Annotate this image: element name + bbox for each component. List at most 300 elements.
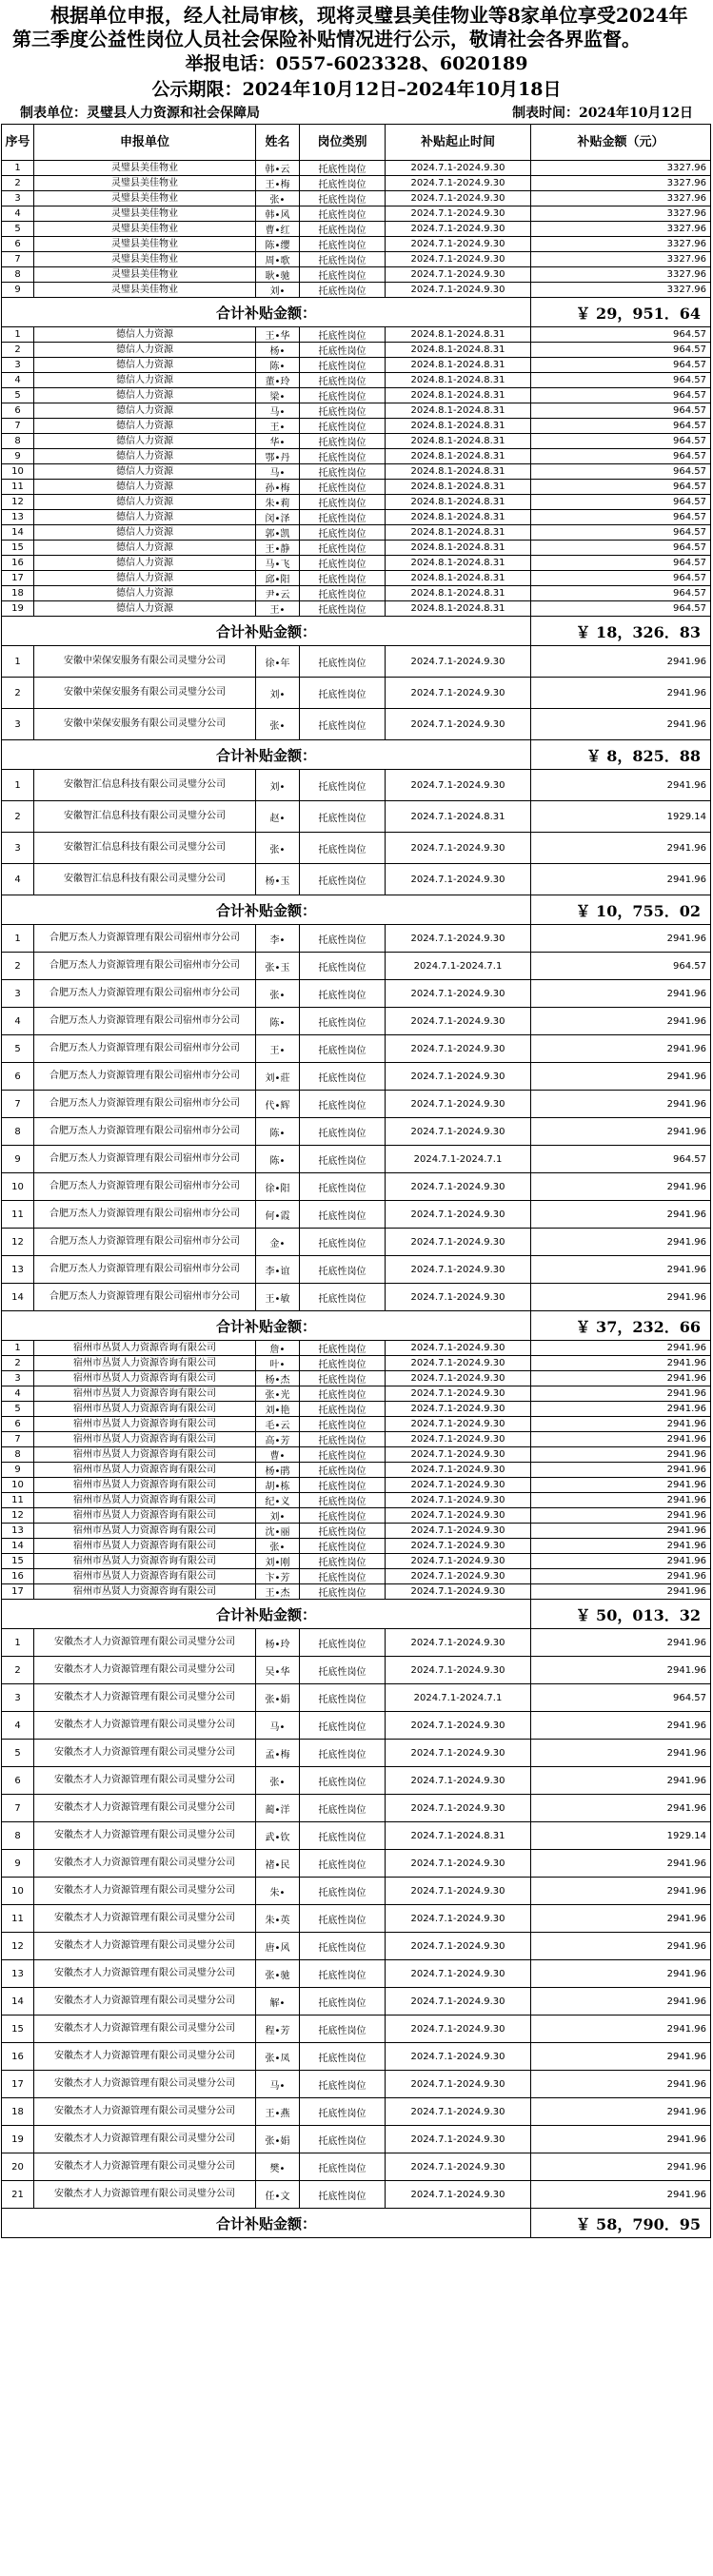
cell-post: 托底性岗位 — [300, 1584, 386, 1600]
col-header-index: 序号 — [2, 125, 34, 161]
cell-name: 梁• — [256, 388, 300, 403]
cell-period: 2024.7.1-2024.9.30 — [386, 252, 531, 267]
cell-name: 杨•鹃 — [256, 1463, 300, 1478]
cell-period: 2024.7.1-2024.9.30 — [386, 1402, 531, 1417]
cell-amount: 2941.96 — [531, 2153, 711, 2181]
table-row — [2, 1256, 711, 1284]
cell-unit: 安徽杰才人力资源管理有限公司灵璧分公司 — [34, 1767, 256, 1795]
cell-post: 托底性岗位 — [300, 419, 386, 434]
table-row — [2, 1767, 711, 1795]
cell-amount: 964.57 — [531, 464, 711, 480]
cell-amount: 964.57 — [531, 373, 711, 388]
subtotal-amount: ￥ 50，013．32 — [531, 1600, 711, 1629]
cell-index: 14 — [2, 1284, 34, 1311]
subtotal-label: 合计补贴金额： — [2, 740, 531, 770]
cell-period: 2024.7.1-2024.9.30 — [386, 2126, 531, 2153]
cell-index: 1 — [2, 925, 34, 953]
cell-index: 2 — [2, 343, 34, 358]
cell-index: 12 — [2, 1508, 34, 1524]
cell-index: 12 — [2, 1229, 34, 1256]
cell-name: 张•娟 — [256, 1684, 300, 1712]
table-row — [2, 161, 711, 176]
cell-amount: 2941.96 — [531, 1063, 711, 1091]
cell-index: 2 — [2, 678, 34, 709]
table-row — [2, 1035, 711, 1063]
cell-index: 4 — [2, 373, 34, 388]
cell-name: 卞•芳 — [256, 1569, 300, 1584]
cell-amount: 964.57 — [531, 586, 711, 601]
table-row — [2, 1341, 711, 1356]
cell-index: 7 — [2, 419, 34, 434]
cell-period: 2024.7.1-2024.9.30 — [386, 2181, 531, 2209]
cell-amount: 964.57 — [531, 449, 711, 464]
subtotal-amount: ￥ 58，790．95 — [531, 2209, 711, 2238]
cell-period: 2024.8.1-2024.8.31 — [386, 525, 531, 541]
cell-name: 刘• — [256, 770, 300, 801]
table-row — [2, 1478, 711, 1493]
cell-unit: 德信人力资源 — [34, 571, 256, 586]
cell-index: 6 — [2, 1063, 34, 1091]
cell-post: 托底性岗位 — [300, 1988, 386, 2016]
cell-post: 托底性岗位 — [300, 1539, 386, 1554]
table-row — [2, 1988, 711, 2016]
cell-amount: 964.57 — [531, 327, 711, 343]
cell-amount: 2941.96 — [531, 2181, 711, 2209]
cell-amount: 964.57 — [531, 358, 711, 373]
cell-index: 3 — [2, 358, 34, 373]
cell-name: 武•钦 — [256, 1822, 300, 1850]
cell-index: 1 — [2, 1629, 34, 1657]
cell-amount: 2941.96 — [531, 1035, 711, 1063]
cell-unit: 灵璧县美佳物业 — [34, 283, 256, 298]
cell-index: 15 — [2, 2016, 34, 2043]
cell-amount: 2941.96 — [531, 2126, 711, 2153]
cell-post: 托底性岗位 — [300, 358, 386, 373]
cell-amount: 2941.96 — [531, 2071, 711, 2098]
cell-unit: 德信人力资源 — [34, 541, 256, 556]
cell-index: 12 — [2, 495, 34, 510]
cell-post: 托底性岗位 — [300, 1493, 386, 1508]
cell-period: 2024.7.1-2024.9.30 — [386, 1850, 531, 1878]
table-row — [2, 1201, 711, 1229]
cell-unit: 安徽杰才人力资源管理有限公司灵璧分公司 — [34, 1850, 256, 1878]
cell-post: 托底性岗位 — [300, 1712, 386, 1740]
table-row — [2, 556, 711, 571]
cell-name: 何•霞 — [256, 1201, 300, 1229]
cell-post: 托底性岗位 — [300, 495, 386, 510]
table-row — [2, 1386, 711, 1402]
cell-unit: 安徽杰才人力资源管理有限公司灵璧分公司 — [34, 1905, 256, 1933]
cell-name: 张•驰 — [256, 1960, 300, 1988]
cell-post: 托底性岗位 — [300, 646, 386, 678]
cell-unit: 宿州市丛贤人力资源咨询有限公司 — [34, 1463, 256, 1478]
cell-post: 托底性岗位 — [300, 1432, 386, 1447]
cell-name: 闵•泽 — [256, 510, 300, 525]
meta-line — [1, 103, 712, 124]
cell-amount: 2941.96 — [531, 1402, 711, 1417]
table-row — [2, 1493, 711, 1508]
cell-name: 王•敏 — [256, 1284, 300, 1311]
cell-name: 刘•刚 — [256, 1554, 300, 1569]
cell-index: 3 — [2, 709, 34, 740]
cell-index: 10 — [2, 464, 34, 480]
cell-unit: 安徽杰才人力资源管理有限公司灵璧分公司 — [34, 1712, 256, 1740]
cell-period: 2024.7.1-2024.9.30 — [386, 1493, 531, 1508]
cell-period: 2024.7.1-2024.9.30 — [386, 1767, 531, 1795]
cell-index: 16 — [2, 1569, 34, 1584]
table-row — [2, 1740, 711, 1767]
table-row — [2, 2043, 711, 2071]
cell-name: 李•谊 — [256, 1256, 300, 1284]
cell-amount: 2941.96 — [531, 1508, 711, 1524]
cell-unit: 合肥万杰人力资源管理有限公司宿州市分公司 — [34, 1008, 256, 1035]
subtotal-amount: ￥ 18，326．83 — [531, 617, 711, 646]
cell-period: 2024.7.1-2024.9.30 — [386, 1740, 531, 1767]
cell-period: 2024.7.1-2024.9.30 — [386, 1447, 531, 1463]
cell-name: 张•光 — [256, 1386, 300, 1402]
cell-index: 8 — [2, 1118, 34, 1146]
cell-name: 朱• — [256, 1878, 300, 1905]
table-header-row — [2, 125, 711, 161]
cell-name: 张• — [256, 191, 300, 206]
table-row — [2, 1118, 711, 1146]
cell-post: 托底性岗位 — [300, 1447, 386, 1463]
cell-index: 9 — [2, 1463, 34, 1478]
table-row — [2, 464, 711, 480]
cell-period: 2024.8.1-2024.8.31 — [386, 464, 531, 480]
cell-index: 13 — [2, 1256, 34, 1284]
cell-post: 托底性岗位 — [300, 449, 386, 464]
cell-amount: 2941.96 — [531, 2016, 711, 2043]
cell-post: 托底性岗位 — [300, 2071, 386, 2098]
table-row — [2, 1173, 711, 1201]
cell-period: 2024.8.1-2024.8.31 — [386, 556, 531, 571]
cell-amount: 2941.96 — [531, 1173, 711, 1201]
cell-period: 2024.7.1-2024.9.30 — [386, 1795, 531, 1822]
cell-index: 13 — [2, 510, 34, 525]
cell-name: 邱•阳 — [256, 571, 300, 586]
cell-post: 托底性岗位 — [300, 571, 386, 586]
cell-period: 2024.7.1-2024.8.31 — [386, 1822, 531, 1850]
table-row — [2, 1933, 711, 1960]
cell-unit: 德信人力资源 — [34, 586, 256, 601]
subtotal-label: 合计补贴金额： — [2, 1600, 531, 1629]
cell-period: 2024.7.1-2024.9.30 — [386, 1905, 531, 1933]
cell-index: 3 — [2, 191, 34, 206]
table-row — [2, 980, 711, 1008]
cell-amount: 2941.96 — [531, 1657, 711, 1684]
cell-unit: 合肥万杰人力资源管理有限公司宿州市分公司 — [34, 1035, 256, 1063]
cell-unit: 宿州市丛贤人力资源咨询有限公司 — [34, 1341, 256, 1356]
cell-period: 2024.7.1-2024.9.30 — [386, 283, 531, 298]
cell-unit: 安徽杰才人力资源管理有限公司灵璧分公司 — [34, 1878, 256, 1905]
cell-name: 李• — [256, 925, 300, 953]
cell-post: 托底性岗位 — [300, 2098, 386, 2126]
cell-period: 2024.7.1-2024.9.30 — [386, 1201, 531, 1229]
cell-unit: 合肥万杰人力资源管理有限公司宿州市分公司 — [34, 1229, 256, 1256]
cell-post: 托底性岗位 — [300, 237, 386, 252]
table-row — [2, 510, 711, 525]
cell-post: 托底性岗位 — [300, 2181, 386, 2209]
cell-post: 托底性岗位 — [300, 1657, 386, 1684]
cell-unit: 德信人力资源 — [34, 480, 256, 495]
cell-post: 托底性岗位 — [300, 480, 386, 495]
cell-period: 2024.7.1-2024.9.30 — [386, 2043, 531, 2071]
cell-period: 2024.8.1-2024.8.31 — [386, 541, 531, 556]
cell-post: 托底性岗位 — [300, 1008, 386, 1035]
cell-post: 托底性岗位 — [300, 1905, 386, 1933]
cell-period: 2024.7.1-2024.9.30 — [386, 1035, 531, 1063]
table-row — [2, 1554, 711, 1569]
cell-unit: 宿州市丛贤人力资源咨询有限公司 — [34, 1447, 256, 1463]
cell-period: 2024.7.1-2024.9.30 — [386, 864, 531, 895]
table-row — [2, 434, 711, 449]
table-row — [2, 358, 711, 373]
cell-unit: 灵璧县美佳物业 — [34, 267, 256, 283]
cell-post: 托底性岗位 — [300, 1933, 386, 1960]
cell-name: 杨•玉 — [256, 864, 300, 895]
cell-name: 刘•艳 — [256, 1402, 300, 1417]
cell-unit: 安徽中荣保安服务有限公司灵璧分公司 — [34, 646, 256, 678]
cell-period: 2024.8.1-2024.8.31 — [386, 434, 531, 449]
cell-post: 托底性岗位 — [300, 525, 386, 541]
table-row — [2, 833, 711, 864]
cell-amount: 964.57 — [531, 953, 711, 980]
cell-name: 尹•云 — [256, 586, 300, 601]
cell-unit: 灵璧县美佳物业 — [34, 222, 256, 237]
cell-post: 托底性岗位 — [300, 586, 386, 601]
table-row — [2, 449, 711, 464]
cell-post: 托底性岗位 — [300, 2153, 386, 2181]
cell-amount: 2941.96 — [531, 925, 711, 953]
cell-unit: 宿州市丛贤人力资源咨询有限公司 — [34, 1478, 256, 1493]
cell-period: 2024.7.1-2024.9.30 — [386, 1284, 531, 1311]
cell-index: 12 — [2, 1933, 34, 1960]
cell-amount: 2941.96 — [531, 1988, 711, 2016]
cell-unit: 宿州市丛贤人力资源咨询有限公司 — [34, 1524, 256, 1539]
cell-name: 曹• — [256, 1447, 300, 1463]
cell-index: 4 — [2, 1008, 34, 1035]
table-row — [2, 480, 711, 495]
cell-period: 2024.8.1-2024.8.31 — [386, 403, 531, 419]
cell-amount: 2941.96 — [531, 646, 711, 678]
cell-period: 2024.7.1-2024.9.30 — [386, 1629, 531, 1657]
cell-unit: 安徽智汇信息科技有限公司灵璧分公司 — [34, 833, 256, 864]
cell-post: 托底性岗位 — [300, 1201, 386, 1229]
cell-post: 托底性岗位 — [300, 1356, 386, 1371]
cell-index: 3 — [2, 1684, 34, 1712]
cell-amount: 2941.96 — [531, 678, 711, 709]
cell-amount: 2941.96 — [531, 1629, 711, 1657]
cell-period: 2024.7.1-2024.9.30 — [386, 1933, 531, 1960]
col-header-period: 补贴起止时间 — [386, 125, 531, 161]
subtotal-label: 合计补贴金额： — [2, 1311, 531, 1341]
cell-unit: 合肥万杰人力资源管理有限公司宿州市分公司 — [34, 1063, 256, 1091]
cell-unit: 安徽杰才人力资源管理有限公司灵璧分公司 — [34, 1740, 256, 1767]
cell-index: 17 — [2, 2071, 34, 2098]
cell-index: 14 — [2, 1539, 34, 1554]
cell-name: 金• — [256, 1229, 300, 1256]
table-row — [2, 1905, 711, 1933]
subtotal-row — [2, 895, 711, 925]
cell-unit: 灵璧县美佳物业 — [34, 161, 256, 176]
cell-post: 托底性岗位 — [300, 222, 386, 237]
table-row — [2, 388, 711, 403]
cell-post: 托底性岗位 — [300, 1371, 386, 1386]
cell-unit: 安徽智汇信息科技有限公司灵璧分公司 — [34, 801, 256, 833]
subtotal-row — [2, 740, 711, 770]
cell-name: 代•辉 — [256, 1091, 300, 1118]
cell-unit: 宿州市丛贤人力资源咨询有限公司 — [34, 1493, 256, 1508]
cell-unit: 安徽中荣保安服务有限公司灵璧分公司 — [34, 678, 256, 709]
cell-unit: 合肥万杰人力资源管理有限公司宿州市分公司 — [34, 953, 256, 980]
cell-post: 托底性岗位 — [300, 2126, 386, 2153]
cell-post: 托底性岗位 — [300, 1960, 386, 1988]
cell-post: 托底性岗位 — [300, 1091, 386, 1118]
cell-amount: 964.57 — [531, 419, 711, 434]
cell-post: 托底性岗位 — [300, 864, 386, 895]
cell-name: 郭•凯 — [256, 525, 300, 541]
cell-period: 2024.7.1-2024.9.30 — [386, 1091, 531, 1118]
cell-index: 2 — [2, 1657, 34, 1684]
cell-amount: 2941.96 — [531, 1229, 711, 1256]
cell-amount: 2941.96 — [531, 1417, 711, 1432]
cell-name: 鄂•丹 — [256, 449, 300, 464]
cell-name: 蔺•洋 — [256, 1795, 300, 1822]
cell-period: 2024.7.1-2024.9.30 — [386, 1229, 531, 1256]
cell-amount: 2941.96 — [531, 1201, 711, 1229]
cell-name: 马• — [256, 464, 300, 480]
cell-period: 2024.8.1-2024.8.31 — [386, 373, 531, 388]
table-row — [2, 176, 711, 191]
table-row — [2, 1463, 711, 1478]
cell-name: 陈•缨 — [256, 237, 300, 252]
cell-period: 2024.7.1-2024.9.30 — [386, 709, 531, 740]
cell-period: 2024.7.1-2024.8.31 — [386, 801, 531, 833]
table-row — [2, 267, 711, 283]
cell-period: 2024.7.1-2024.9.30 — [386, 1371, 531, 1386]
cell-post: 托底性岗位 — [300, 1118, 386, 1146]
cell-name: 王•梅 — [256, 176, 300, 191]
cell-name: 张•凤 — [256, 2043, 300, 2071]
cell-unit: 安徽杰才人力资源管理有限公司灵璧分公司 — [34, 1629, 256, 1657]
cell-index: 9 — [2, 449, 34, 464]
cell-post: 托底性岗位 — [300, 510, 386, 525]
cell-amount: 3327.96 — [531, 267, 711, 283]
cell-index: 21 — [2, 2181, 34, 2209]
cell-amount: 964.57 — [531, 403, 711, 419]
cell-name: 杨•玲 — [256, 1629, 300, 1657]
cell-unit: 安徽杰才人力资源管理有限公司灵璧分公司 — [34, 1657, 256, 1684]
cell-index: 5 — [2, 1035, 34, 1063]
subsidy-table — [1, 124, 711, 2238]
cell-amount: 2941.96 — [531, 1960, 711, 1988]
cell-post: 托底性岗位 — [300, 161, 386, 176]
cell-period: 2024.8.1-2024.8.31 — [386, 327, 531, 343]
table-row — [2, 2016, 711, 2043]
table-row — [2, 1584, 711, 1600]
cell-unit: 合肥万杰人力资源管理有限公司宿州市分公司 — [34, 1201, 256, 1229]
col-header-name: 姓名 — [256, 125, 300, 161]
cell-unit: 安徽杰才人力资源管理有限公司灵璧分公司 — [34, 2016, 256, 2043]
cell-unit: 灵璧县美佳物业 — [34, 176, 256, 191]
cell-period: 2024.7.1-2024.9.30 — [386, 1173, 531, 1201]
subtotal-amount: ￥ 10，755．02 — [531, 895, 711, 925]
table-row — [2, 343, 711, 358]
cell-name: 杨• — [256, 343, 300, 358]
table-row — [2, 678, 711, 709]
cell-amount: 3327.96 — [531, 283, 711, 298]
cell-period: 2024.7.1-2024.9.30 — [386, 1478, 531, 1493]
cell-post: 托底性岗位 — [300, 1684, 386, 1712]
cell-name: 解• — [256, 1988, 300, 2016]
cell-unit: 宿州市丛贤人力资源咨询有限公司 — [34, 1402, 256, 1417]
subtotal-row — [2, 1600, 711, 1629]
cell-index: 10 — [2, 1478, 34, 1493]
cell-unit: 合肥万杰人力资源管理有限公司宿州市分公司 — [34, 1091, 256, 1118]
cell-index: 9 — [2, 1850, 34, 1878]
cell-index: 8 — [2, 1447, 34, 1463]
cell-unit: 安徽杰才人力资源管理有限公司灵璧分公司 — [34, 1988, 256, 2016]
cell-period: 2024.7.1-2024.7.1 — [386, 953, 531, 980]
maker-unit: 制表单位：灵璧县人力资源和社会保障局 — [20, 106, 260, 121]
cell-post: 托底性岗位 — [300, 206, 386, 222]
table-row — [2, 2098, 711, 2126]
cell-period: 2024.7.1-2024.9.30 — [386, 1508, 531, 1524]
cell-unit: 合肥万杰人力资源管理有限公司宿州市分公司 — [34, 1173, 256, 1201]
cell-unit: 灵璧县美佳物业 — [34, 237, 256, 252]
notice-period: 公示期限：2024年10月12日–2024年10月18日 — [151, 79, 562, 100]
cell-index: 4 — [2, 1712, 34, 1740]
cell-post: 托底性岗位 — [300, 2016, 386, 2043]
cell-amount: 1929.14 — [531, 801, 711, 833]
cell-post: 托底性岗位 — [300, 1629, 386, 1657]
cell-amount: 2941.96 — [531, 1850, 711, 1878]
cell-name: 王•华 — [256, 327, 300, 343]
cell-amount: 2941.96 — [531, 864, 711, 895]
cell-period: 2024.7.1-2024.9.30 — [386, 191, 531, 206]
cell-amount: 964.57 — [531, 343, 711, 358]
table-row — [2, 925, 711, 953]
cell-period: 2024.7.1-2024.9.30 — [386, 2016, 531, 2043]
table-body — [2, 161, 711, 2238]
cell-period: 2024.7.1-2024.9.30 — [386, 267, 531, 283]
cell-post: 托底性岗位 — [300, 980, 386, 1008]
table-row — [2, 1008, 711, 1035]
cell-index: 2 — [2, 1356, 34, 1371]
cell-period: 2024.7.1-2024.9.30 — [386, 1539, 531, 1554]
table-row — [2, 525, 711, 541]
cell-unit: 德信人力资源 — [34, 403, 256, 419]
cell-amount: 964.57 — [531, 1146, 711, 1173]
cell-name: 孙•梅 — [256, 480, 300, 495]
subtotal-amount: ￥ 37，232．66 — [531, 1311, 711, 1341]
table-row — [2, 2153, 711, 2181]
cell-name: 马• — [256, 1712, 300, 1740]
cell-unit: 安徽杰才人力资源管理有限公司灵璧分公司 — [34, 2043, 256, 2071]
cell-unit: 宿州市丛贤人力资源咨询有限公司 — [34, 1356, 256, 1371]
cell-index: 3 — [2, 833, 34, 864]
cell-post: 托底性岗位 — [300, 953, 386, 980]
cell-period: 2024.7.1-2024.9.30 — [386, 2153, 531, 2181]
cell-index: 4 — [2, 1386, 34, 1402]
cell-period: 2024.7.1-2024.9.30 — [386, 1960, 531, 1988]
make-date: 制表时间：2024年10月12日 — [512, 106, 693, 121]
cell-unit: 德信人力资源 — [34, 510, 256, 525]
table-row — [2, 1146, 711, 1173]
cell-period: 2024.7.1-2024.9.30 — [386, 1463, 531, 1478]
cell-unit: 合肥万杰人力资源管理有限公司宿州市分公司 — [34, 1284, 256, 1311]
